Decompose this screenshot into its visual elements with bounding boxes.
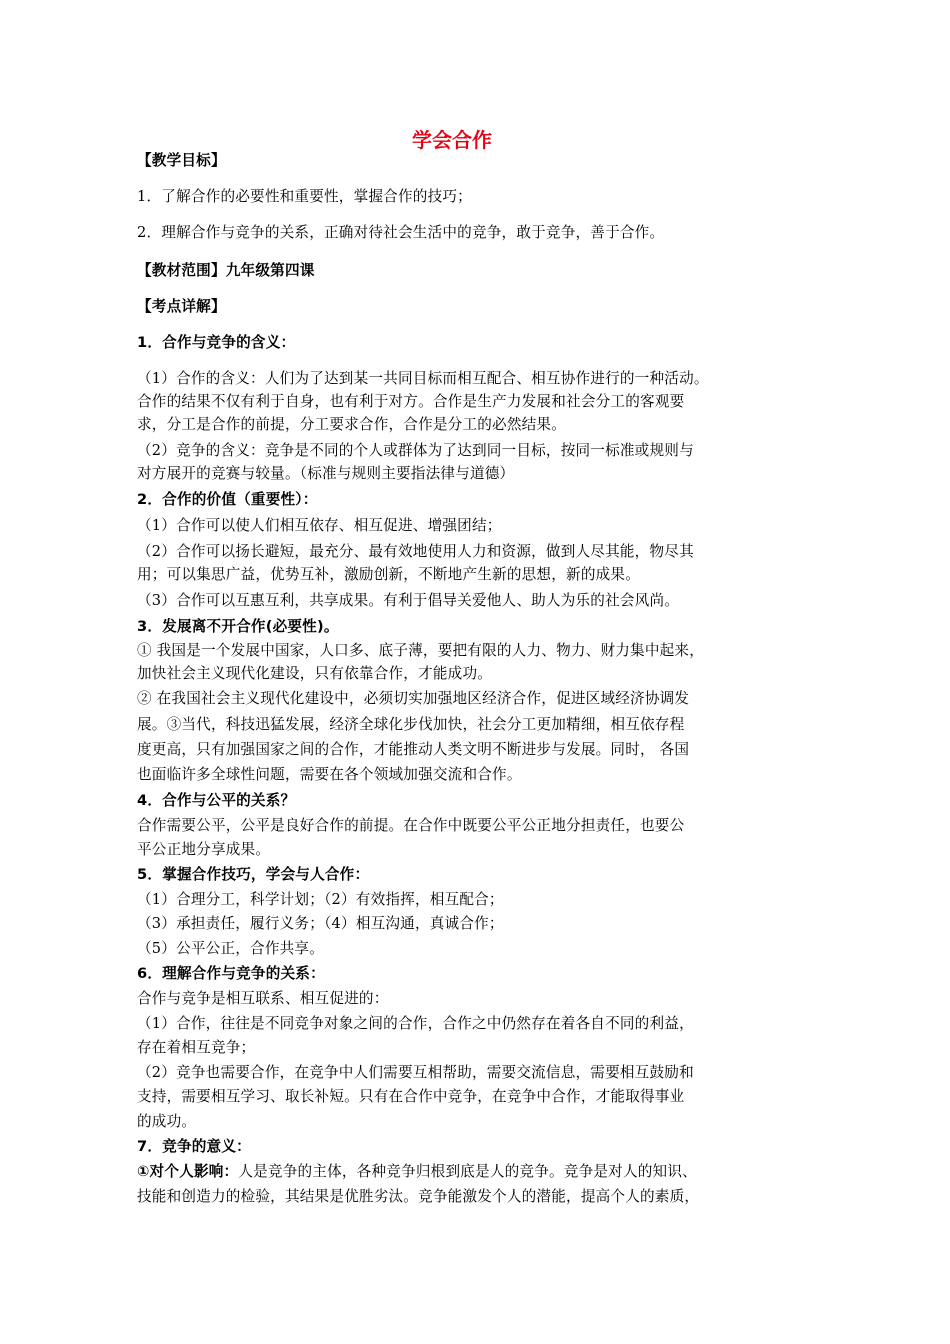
section-heading: 6．理解合作与竞争的关系： bbox=[137, 965, 325, 982]
section-heading: 7．竞争的意义： bbox=[137, 1138, 251, 1155]
section-heading: 5．掌握合作技巧，学会与人合作： bbox=[137, 866, 370, 883]
paragraph-line: 用；可以集思广益，优势互补，激励创新，不断地产生新的思想，新的成果。 bbox=[137, 566, 640, 583]
scope-heading: 【教材范围】九年级第四课 bbox=[137, 262, 315, 279]
paragraph-line: 支持，需要相互学习、取长补短。只有在合作中竞争，在竞争中合作，才能取得事业 bbox=[137, 1088, 685, 1105]
lead-bold: ①对个人影响： bbox=[137, 1163, 239, 1180]
paragraph-line: （1）合作的含义：人们为了达到某一共同目标而相互配合、相互协作进行的一种活动。 bbox=[137, 370, 709, 387]
paragraph-line: （2）竞争的含义：竞争是不同的个人或群体为了达到同一目标，按同一标准或规则与 bbox=[137, 442, 694, 459]
paragraph-line: （3）承担责任，履行义务；（4）相互沟通，真诚合作； bbox=[137, 915, 504, 932]
paragraph-line: 对方展开的竞赛与较量。（标准与规则主要指法律与道德） bbox=[137, 465, 515, 482]
paragraph-line: 平公正地分享成果。 bbox=[137, 841, 271, 858]
section-heading: 4．合作与公平的关系？ bbox=[137, 792, 296, 809]
section-heading: 2．合作的价值（重要性）： bbox=[137, 491, 318, 508]
paragraph-line: （1）合作，往往是不同竞争对象之间的合作，合作之中仍然存在着各自不同的利益， bbox=[137, 1015, 694, 1032]
paragraph-line: （1）合理分工，科学计划；（2）有效指挥，相互配合； bbox=[137, 891, 504, 908]
paragraph-line: 的成功。 bbox=[137, 1113, 197, 1130]
paragraph-line: （5）公平公正，合作共享。 bbox=[137, 940, 325, 957]
paragraph-line: ② 在我国社会主义现代化建设中，必须切实加强地区经济合作，促进区域经济协调发 bbox=[137, 690, 690, 707]
paragraph-line: 合作与竞争是相互联系、相互促进的： bbox=[137, 990, 389, 1007]
goal-item: 1．了解合作的必要性和重要性，掌握合作的技巧； bbox=[137, 188, 472, 205]
paragraph-line: 求，分工是合作的前提，分工要求合作，合作是分工的必然结果。 bbox=[137, 416, 567, 433]
detail-heading: 【考点详解】 bbox=[137, 298, 226, 315]
paragraph-line: 合作需要公平，公平是良好合作的前提。在合作中既要公平公正地分担责任，也要公 bbox=[137, 817, 685, 834]
paragraph-line: （2）合作可以扬长避短，最充分、最有效地使用人力和资源，做到人尽其能，物尽其 bbox=[137, 543, 694, 560]
lead-rest: 人是竞争的主体，各种竞争归根到底是人的竞争。竞争是对人的知识、 bbox=[238, 1163, 697, 1180]
paragraph-line: （2）竞争也需要合作，在竞争中人们需要互相帮助，需要交流信息，需要相互鼓励和 bbox=[137, 1064, 694, 1081]
paragraph-line: ① 我国是一个发展中国家，人口多、底子薄，要把有限的人力、物力、财力集中起来， bbox=[137, 642, 705, 659]
paragraph-line: 展。③当代，科技迅猛发展，经济全球化步伐加快，社会分工更加精细，相互依存程 bbox=[137, 716, 685, 733]
paragraph-line: 加快社会主义现代化建设，只有依靠合作，才能成功。 bbox=[137, 665, 493, 682]
paragraph-line: 存在着相互竞争； bbox=[137, 1039, 256, 1056]
paragraph-line: 合作的结果不仅有利于自身，也有利于对方。合作是生产力发展和社会分工的客观要 bbox=[137, 393, 685, 410]
page-title: 学会合作 bbox=[412, 128, 492, 152]
paragraph-line: 也面临许多全球性问题，需要在各个领域加强交流和合作。 bbox=[137, 766, 522, 783]
goal-item: 2．理解合作与竞争的关系，正确对待社会生活中的竞争，敢于竞争，善于合作。 bbox=[137, 224, 665, 241]
section-heading: 1．合作与竞争的含义： bbox=[137, 334, 296, 351]
section-heading: 3．发展离不开合作(必要性)。 bbox=[137, 618, 339, 635]
paragraph-line: 技能和创造力的检验，其结果是优胜劣汰。竞争能激发个人的潜能，提高个人的素质， bbox=[137, 1188, 700, 1205]
paragraph-line: 度更高，只有加强国家之间的合作，才能推动人类文明不断进步与发展。同时， 各国 bbox=[137, 741, 690, 758]
goals-heading: 【教学目标】 bbox=[137, 152, 226, 169]
paragraph-line: （3）合作可以互惠互利，共享成果。有利于倡导关爱他人、助人为乐的社会风尚。 bbox=[137, 592, 680, 609]
paragraph-line: （1）合作可以使人们相互依存、相互促进、增强团结； bbox=[137, 517, 502, 534]
paragraph-line bbox=[137, 1162, 697, 1182]
